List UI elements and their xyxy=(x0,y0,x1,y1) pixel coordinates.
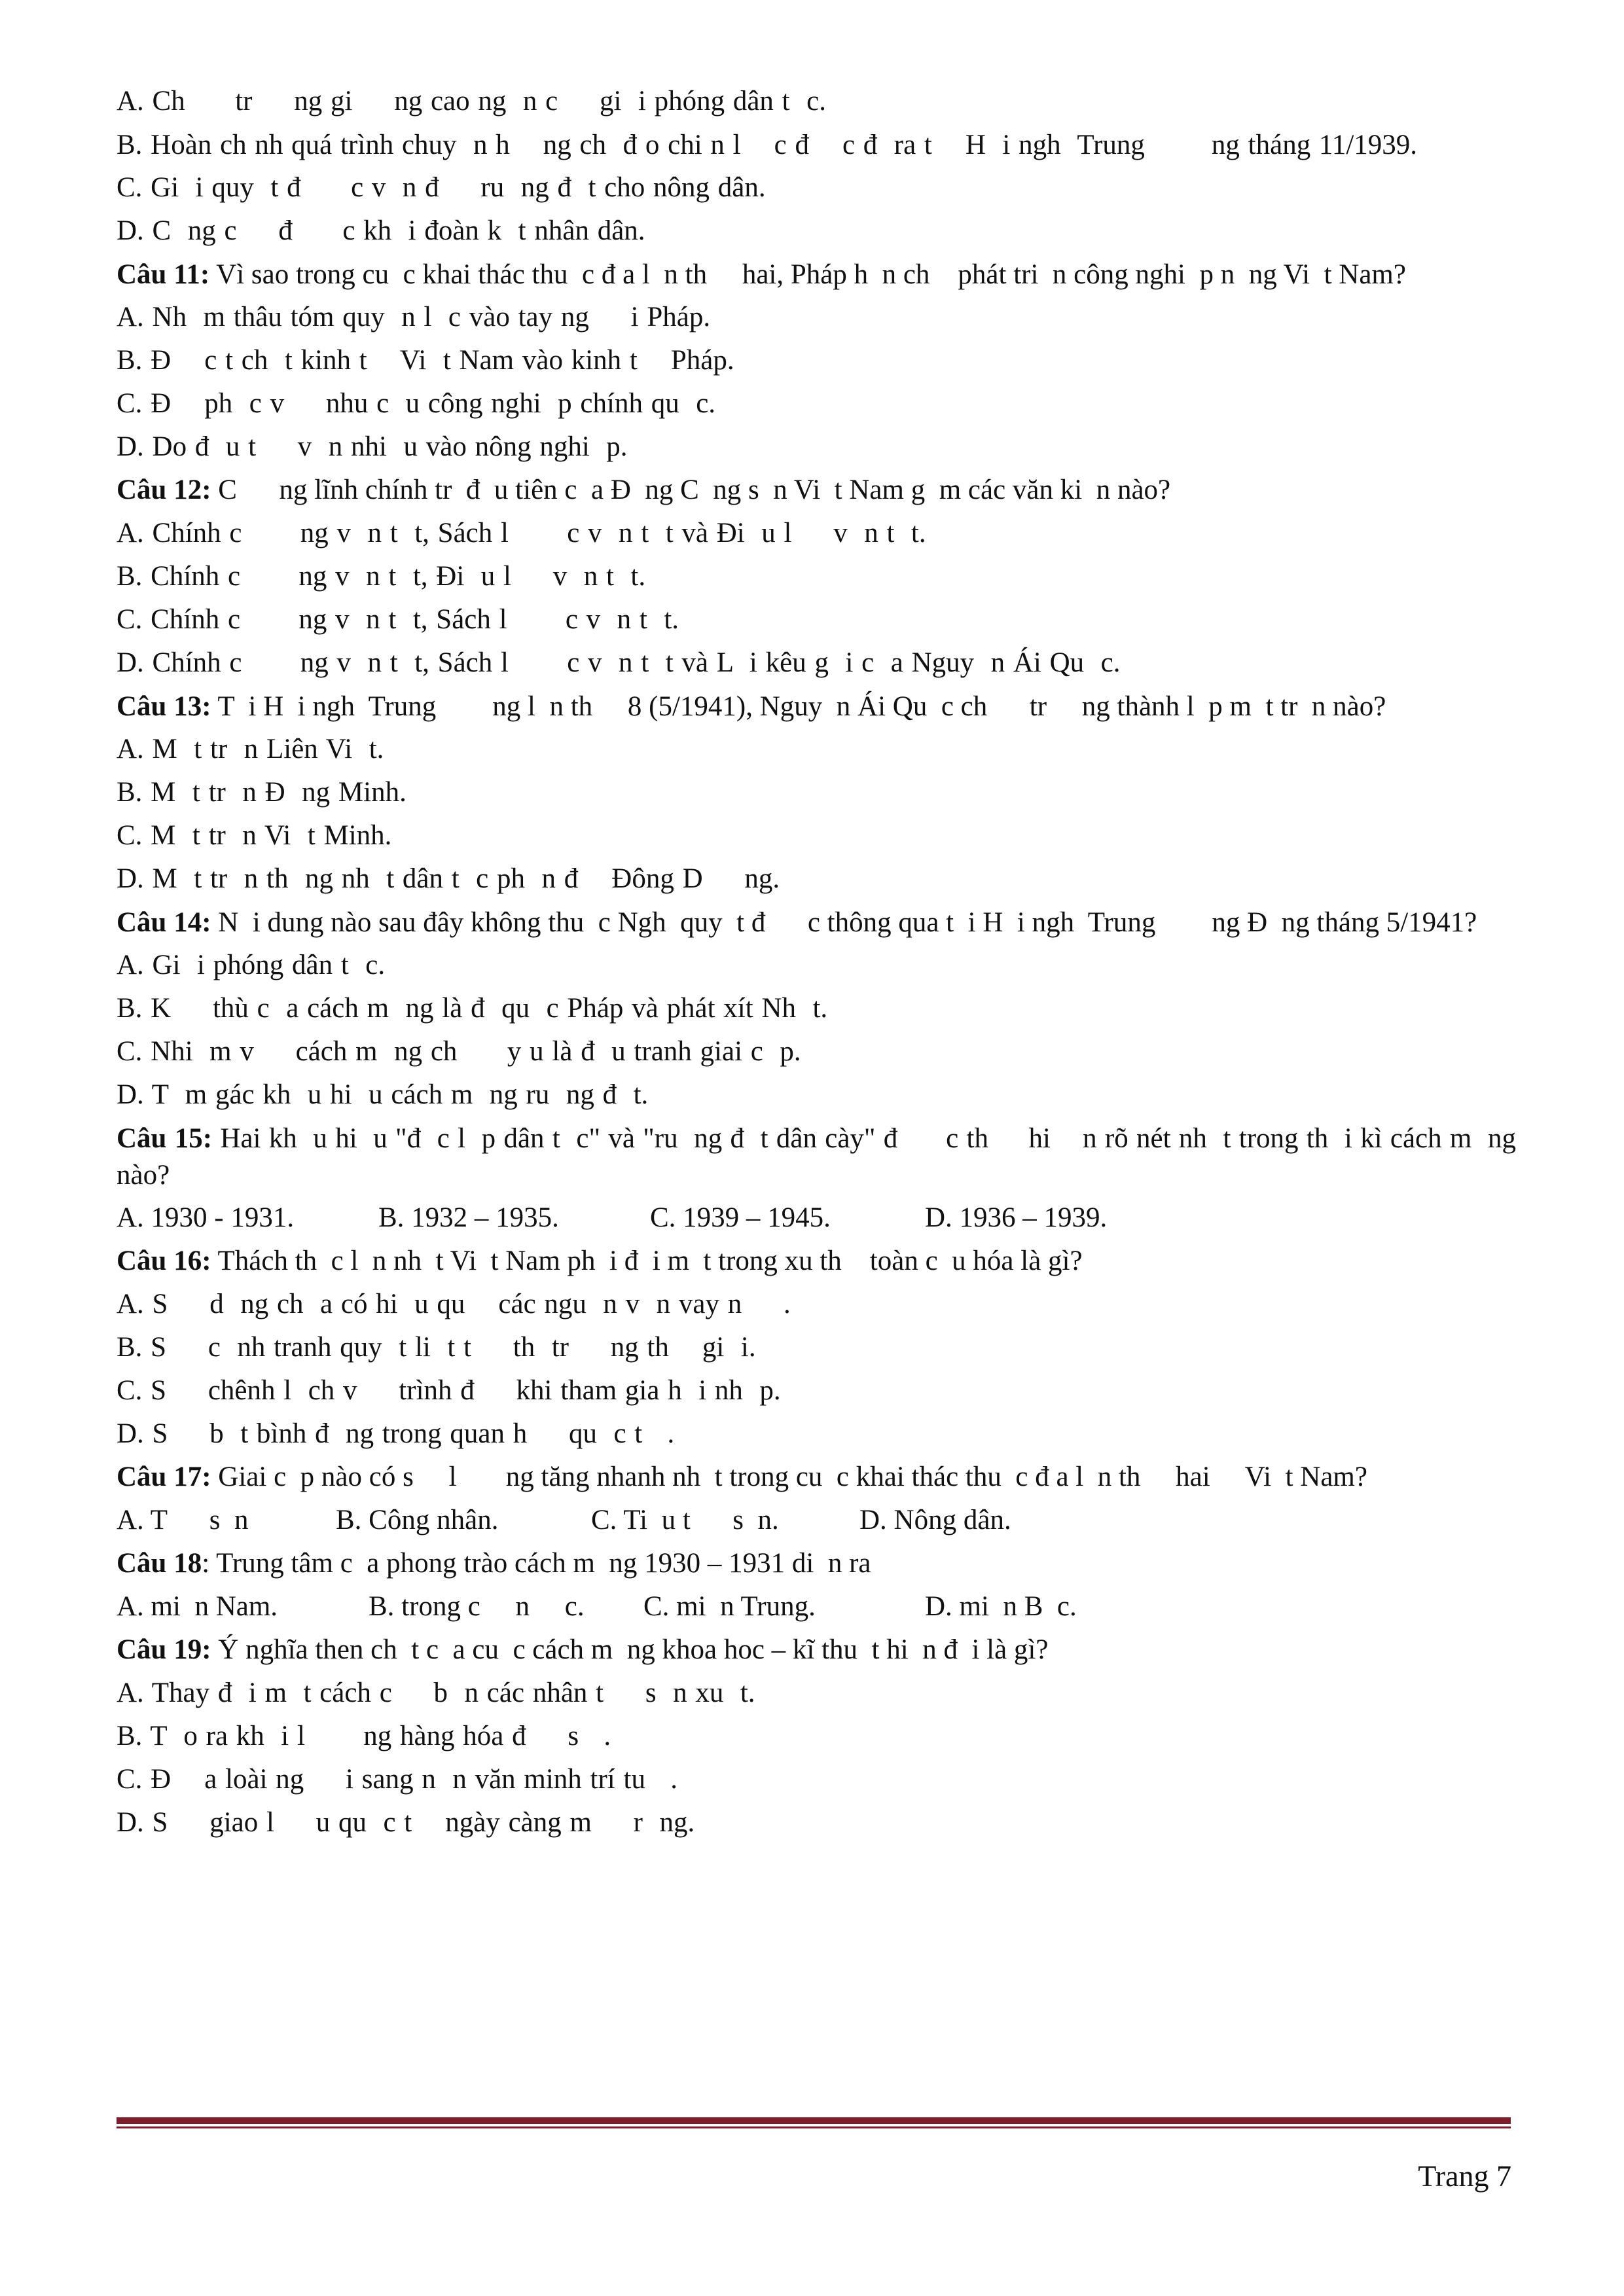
q15-option-c: C. 1939 – 1945. xyxy=(650,1202,831,1233)
question-11 xyxy=(117,257,1516,293)
q15-option-d: D. 1936 – 1939. xyxy=(925,1202,1108,1233)
q10-option-b: B. Hoàn ch nh quá trình chuy n h ng ch đ o chi n l c đ c đ ra t H i ngh Trung ng tháng 11/1939. xyxy=(117,130,1418,160)
q19-option-d: D. S giao l u qu c t ngày càng m r ng. xyxy=(117,1807,695,1838)
question-14 xyxy=(117,905,1516,941)
q17-option-b: B. Công nhân. xyxy=(336,1505,499,1535)
question-17 xyxy=(117,1456,1516,1499)
q10-option-a: A. Ch tr ng gi ng cao ng n c gi i phóng dân t c. xyxy=(117,86,826,117)
q16-option-a: A. S d ng ch a có hi u qu các ngu n v n vay n . xyxy=(117,1289,791,1319)
q15-option-a: A. 1930 - 1931. xyxy=(117,1202,295,1233)
q18-option-c: C. mi n Trung. xyxy=(643,1591,816,1622)
q12-option-a: A. Chính c ng v n t t, Sách l c v n t t và Đi u l v n t t. xyxy=(117,518,926,548)
footer-divider xyxy=(117,2117,1511,2128)
question-label: Câu 11: xyxy=(117,259,210,290)
q15-options xyxy=(117,1196,1516,1240)
q18-option-d: D. mi n B c. xyxy=(925,1591,1077,1622)
q10-option-c: C. Gi i quy t đ c v n đ ru ng đ t cho nông dân. xyxy=(117,172,766,203)
q11-option-b: B. Đ c t ch t kinh t Vi t Nam vào kinh t Pháp. xyxy=(117,345,734,376)
footer-rule-thin xyxy=(117,2126,1511,2128)
question-text: Thách th c l n nh t Vi t Nam ph i đ i m t trong xu th toàn c u hóa là gì? xyxy=(211,1246,1083,1276)
q17-option-a: A. T s n xyxy=(117,1505,249,1535)
q14-option-a: A. Gi i phóng dân t c. xyxy=(117,950,386,980)
q11-option-a: A. Nh m thâu tóm quy n l c vào tay ng i Pháp. xyxy=(117,302,711,332)
q11-option-c: C. Đ ph c v nhu c u công nghi p chính qu c. xyxy=(117,388,716,419)
question-15 xyxy=(117,1121,1523,1194)
q18-options xyxy=(117,1585,1516,1628)
question-text: C ng lĩnh chính tr đ u tiên c a Đ ng C ng s n Vi t Nam g m các văn ki n nào? xyxy=(211,475,1171,505)
q12-option-d: D. Chính c ng v n t t, Sách l c v n t t và L i kêu g i c a Nguy n Ái Qu c. xyxy=(117,647,1121,678)
q16-option-d: D. S b t bình đ ng trong quan h qu c t . xyxy=(117,1418,675,1449)
question-label: Câu 16: xyxy=(117,1246,211,1276)
q13-option-b: B. M t tr n Đ ng Minh. xyxy=(117,777,406,808)
question-text: Vì sao trong cu c khai thác thu c đ a l n th hai, Pháp h n ch phát tri n công nghi p n ng Vi t Nam? xyxy=(209,259,1406,290)
question-18 xyxy=(117,1542,1516,1585)
q10-option-d: D. C ng c đ c kh i đoàn k t nhân dân. xyxy=(117,215,645,246)
question-text: : Trung tâm c a phong trào cách m ng 1930 – 1931 di n ra xyxy=(202,1548,871,1579)
q14-option-d: D. T m gác kh u hi u cách m ng ru ng đ t. xyxy=(117,1079,649,1110)
question-label: Câu 14: xyxy=(117,907,211,938)
q12-option-b: B. Chính c ng v n t t, Đi u l v n t t. xyxy=(117,561,646,592)
question-text: N i dung nào sau đây không thu c Ngh quy t đ c thông qua t i H i ngh Trung ng Đ ng tháng 5/1941? xyxy=(211,907,1477,938)
q13-option-a: A. M t tr n Liên Vi t. xyxy=(117,734,384,764)
footer-rule-thick xyxy=(117,2117,1511,2124)
q19-option-a: A. Thay đ i m t cách c b n các nhân t s n xu t. xyxy=(117,1677,755,1708)
q15-option-b: B. 1932 – 1935. xyxy=(378,1202,559,1233)
q14-option-b: B. K thù c a cách m ng là đ qu c Pháp và phát xít Nh t. xyxy=(117,993,828,1024)
q17-option-c: C. Ti u t s n. xyxy=(591,1505,779,1535)
question-12 xyxy=(117,469,1516,512)
q18-option-b: B. trong c n c. xyxy=(369,1591,585,1622)
page-number: Trang 7 xyxy=(1418,2159,1511,2193)
q14-option-c: C. Nhi m v cách m ng ch y u là đ u tranh giai c p. xyxy=(117,1036,801,1067)
q19-option-b: B. T o ra kh i l ng hàng hóa đ s . xyxy=(117,1721,611,1751)
question-19 xyxy=(117,1628,1516,1672)
q19-option-c: C. Đ a loài ng i sang n n văn minh trí tu . xyxy=(117,1764,677,1795)
q12-option-c: C. Chính c ng v n t t, Sách l c v n t t. xyxy=(117,604,679,635)
question-text: Hai kh u hi u "đ c l p dân t c" và "ru ng đ t dân cày" đ c th hi n rõ nét nh t trong th i kì cách m ng nào? xyxy=(117,1123,1523,1191)
question-text: Giai c p nào có s l ng tăng nhanh nh t trong cu c khai thác thu c đ a l n th hai Vi t Nam? xyxy=(211,1462,1367,1492)
question-label: Câu 15: xyxy=(117,1123,213,1154)
question-label: Câu 12: xyxy=(117,475,211,505)
q13-option-c: C. M t tr n Vi t Minh. xyxy=(117,820,392,851)
question-13 xyxy=(117,689,1516,725)
q11-option-d: D. Do đ u t v n nhi u vào nông nghi p. xyxy=(117,431,628,462)
q17-options xyxy=(117,1499,1516,1542)
question-label: Câu 13: xyxy=(117,691,211,722)
question-label: Câu 19: xyxy=(117,1634,211,1665)
question-sheet xyxy=(117,80,1523,1844)
q18-option-a: A. mi n Nam. xyxy=(117,1591,278,1622)
q13-option-d: D. M t tr n th ng nh t dân t c ph n đ Đông D ng. xyxy=(117,863,780,894)
question-16 xyxy=(117,1240,1516,1283)
q16-option-b: B. S c nh tranh quy t li t t th tr ng th gi i. xyxy=(117,1332,756,1363)
question-text: T i H i ngh Trung ng l n th 8 (5/1941), Nguy n Ái Qu c ch tr ng thành l p m t tr n nào? xyxy=(211,691,1386,722)
question-text: Ý nghĩa then ch t c a cu c cách m ng khoa hoc – kĩ thu t hi n đ i là gì? xyxy=(211,1634,1049,1665)
question-label: Câu 17: xyxy=(117,1462,211,1492)
q16-option-c: C. S chênh l ch v trình đ khi tham gia h i nh p. xyxy=(117,1375,781,1406)
question-label: Câu 18 xyxy=(117,1548,202,1579)
q17-option-d: D. Nông dân. xyxy=(859,1505,1011,1535)
